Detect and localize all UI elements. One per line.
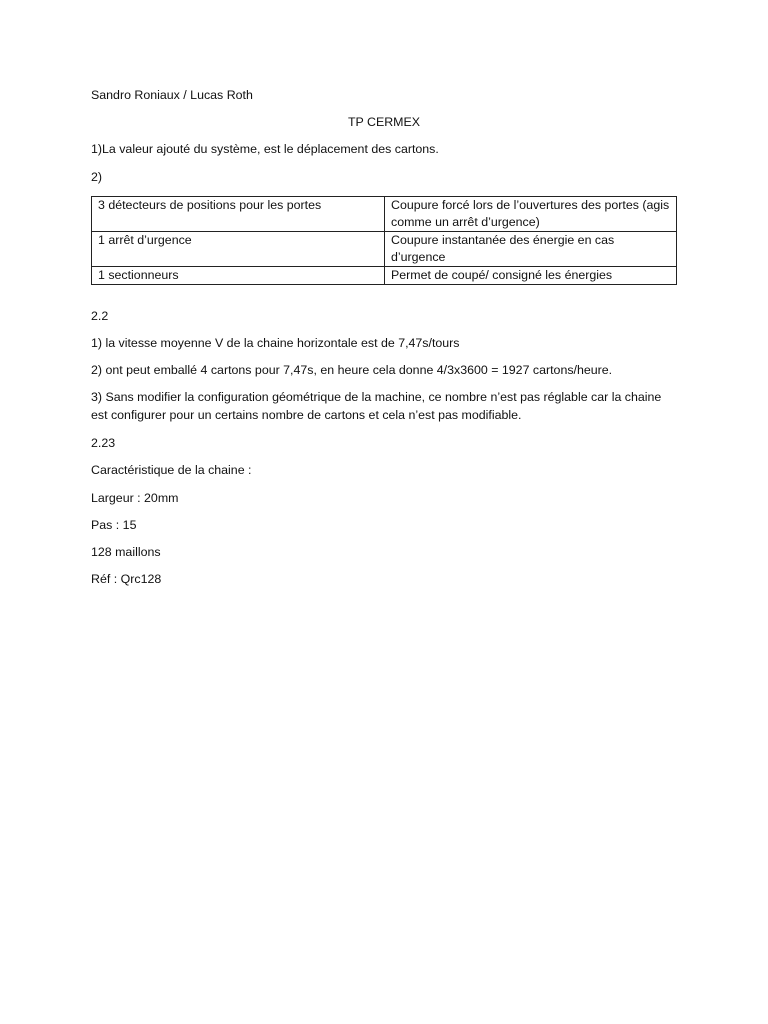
table-row — [92, 232, 677, 267]
section22-item3: 3) Sans modifier la configuration géométrique de la machine, ce nombre n’est pas réglable car la chaine est configurer pour un certains nombre de cartons et cela n’est pas modifiable. — [91, 390, 662, 422]
chain-pitch: Pas : 15 — [91, 518, 137, 532]
chain-width: Largeur : 20mm — [91, 491, 179, 505]
table-cell: 1 arrêt d’urgence — [92, 232, 385, 267]
table-row — [92, 267, 677, 285]
safety-devices-table — [91, 196, 677, 285]
table-cell: 1 sectionneurs — [92, 267, 385, 285]
section22-item2: 2) ont peut emballé 4 cartons pour 7,47s, en heure cela donne 4/3x3600 = 1927 cartons/heure. — [91, 363, 613, 377]
section223-label: 2.23 — [91, 436, 116, 450]
table-cell: Coupure forcé lors de l’ouvertures des portes (agis comme un arrêt d’urgence) — [385, 197, 677, 232]
chain-ref: Réf : Qrc128 — [91, 572, 162, 586]
table-row — [92, 197, 677, 232]
chain-links: 128 maillons — [91, 545, 161, 559]
section2-label: 2) — [91, 170, 103, 184]
section22-item1: 1) la vitesse moyenne V de la chaine horizontale est de 7,47s/tours — [91, 336, 460, 350]
document-title: TP CERMEX — [347, 115, 421, 129]
table-cell: Coupure instantanée des énergie en cas d’urgence — [385, 232, 677, 267]
table-cell: 3 détecteurs de positions pour les portes — [92, 197, 385, 232]
table-cell: Permet de coupé/ consigné les énergies — [385, 267, 677, 285]
section1-text: 1)La valeur ajouté du système, est le déplacement des cartons. — [91, 142, 439, 156]
authors-line: Sandro Roniaux / Lucas Roth — [91, 88, 253, 102]
section22-label: 2.2 — [91, 309, 109, 323]
chain-heading: Caractéristique de la chaine : — [91, 463, 252, 477]
